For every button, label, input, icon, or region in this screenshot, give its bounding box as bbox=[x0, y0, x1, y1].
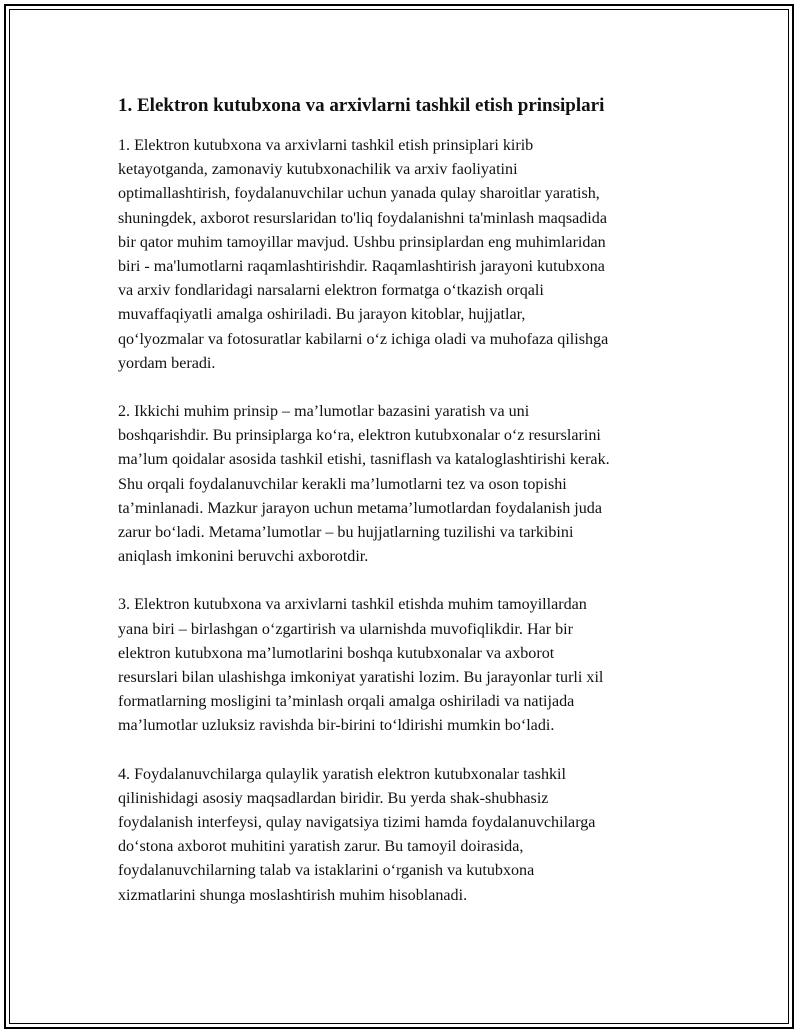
paragraph-line: muvaffaqiyatli amalga oshiriladi. Bu jarayon kitoblar, hujjatlar, bbox=[118, 306, 526, 324]
paragraph-line: 2. Ikkichi muhim prinsip – ma’lumotlar bazasini yaratish va uni bbox=[118, 403, 530, 421]
paragraph-line: yordam beradi. bbox=[118, 354, 216, 372]
paragraph-3 bbox=[118, 593, 690, 738]
paragraph-line: elektron kutubxona ma’lumotlarini boshqa kutubxonalar va axborot bbox=[118, 644, 555, 662]
paragraph-line: Shu orqali foydalanuvchilar kerakli ma’lumotlarni tez va oson topishi bbox=[118, 475, 567, 493]
paragraph-line: formatlarning mosligini ta’minlash orqali amalga oshiriladi va natijada bbox=[118, 693, 575, 711]
paragraph-line: xizmatlarini shunga moslashtirish muhim hisoblanadi. bbox=[118, 886, 468, 904]
paragraph-line: do‘stona axborot muhitini yaratish zarur. Bu tamoyil doirasida, bbox=[118, 838, 524, 856]
paragraph-line: foydalanuvchilarning talab va istaklarini o‘rganish va kutubxona bbox=[118, 862, 535, 880]
paragraph-line: zarur bo‘ladi. Metama’lumotlar – bu hujjatlarning tuzilishi va tarkibini bbox=[118, 524, 574, 542]
paragraph-line: yana biri – birlashgan o‘zgartirish va ularnishda muvofiqlikdir. Har bir bbox=[118, 620, 573, 638]
paragraph-line: aniqlash imkonini beruvchi axborotdir. bbox=[118, 548, 369, 566]
paragraph-line: va arxiv fondlaridagi narsalarni elektron formatga o‘tkazish orqali bbox=[118, 282, 544, 300]
paragraph-list bbox=[118, 134, 690, 908]
document-body bbox=[118, 92, 690, 932]
paragraph-1 bbox=[118, 134, 690, 376]
paragraph-line: 1. Elektron kutubxona va arxivlarni tashkil etish prinsiplari kirib bbox=[118, 137, 534, 154]
paragraph-line: 4. Foydalanuvchilarga qulaylik yaratish elektron kutubxonalar tashkil bbox=[118, 765, 566, 783]
paragraph-line: ma’lum qoidalar asosida tashkil etishi, tasniflash va kataloglashtirishi kerak. bbox=[118, 451, 610, 469]
paragraph-line: bir qator muhim tamoyillar mavjud. Ushbu prinsiplardan eng muhimlaridan bbox=[118, 233, 606, 251]
paragraph-line: 3. Elektron kutubxona va arxivlarni tashkil etishda muhim tamoyillardan bbox=[118, 596, 587, 614]
paragraph-2 bbox=[118, 400, 690, 569]
paragraph-line: qilinishidagi asosiy maqsadlardan biridir. Bu yerda shak-shubhasiz bbox=[118, 789, 549, 807]
paragraph-line: ta’minlanadi. Mazkur jarayon uchun metama’lumotlardan foydalanish juda bbox=[118, 499, 602, 517]
paragraph-line: boshqarishdir. Bu prinsiplarga ko‘ra, elektron kutubxonalar o‘z resurslarini bbox=[118, 427, 601, 445]
paragraph-4 bbox=[118, 763, 690, 908]
document-title: 1. Elektron kutubxona va arxivlarni tashkil etish prinsiplari bbox=[118, 95, 605, 116]
paragraph-line: ma’lumotlar uzluksiz ravishda bir-birini to‘ldirishi mumkin bo‘ladi. bbox=[118, 717, 555, 735]
paragraph-line: ketayotganda, zamonaviy kutubxonachilik va arxiv faoliyatini bbox=[118, 161, 518, 179]
paragraph-line: optimallashtirish, foydalanuvchilar uchun yanada qulay sharoitlar yaratish, bbox=[118, 185, 600, 203]
paragraph-line: qo‘lyozmalar va fotosuratlar kabilarni o‘z ichiga oladi va muhofaza qilishga bbox=[118, 330, 609, 348]
paragraph-line: foydalanish interfeysi, qulay navigatsiya tizimi hamda foydalanuvchilarga bbox=[118, 814, 596, 832]
paragraph-line: shuningdek, axborot resurslaridan to'liq foydalanishni ta'minlash maqsadida bbox=[118, 209, 607, 227]
paragraph-line: biri - ma'lumotlarni raqamlashtirishdir. Raqamlashtirish jarayoni kutubxona bbox=[118, 258, 605, 276]
paragraph-line: resurslari bilan ulashishga imkoniyat yaratishi lozim. Bu jarayonlar turli xil bbox=[118, 669, 604, 687]
